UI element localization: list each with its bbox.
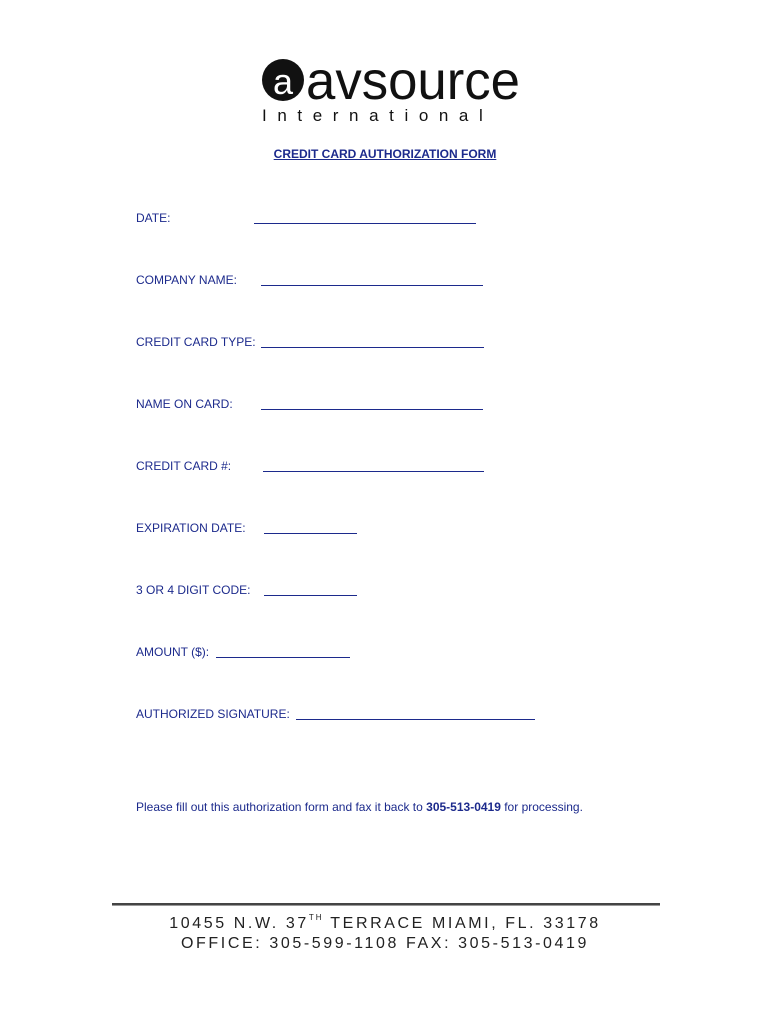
instructions-text-end: for processing. [500, 800, 583, 814]
fax-number: 305-513-0419 [426, 800, 501, 814]
card-number-label: CREDIT CARD #: [136, 459, 232, 473]
expiration-date-label: EXPIRATION DATE: [136, 521, 246, 535]
svg-text:a: a [272, 61, 294, 102]
date-input-line[interactable] [254, 223, 476, 224]
amount-input-line[interactable] [216, 657, 350, 658]
card-type-label: CREDIT CARD TYPE: [136, 335, 256, 349]
company-logo [262, 52, 522, 130]
date-label: DATE: [136, 211, 171, 225]
security-code-label: 3 OR 4 DIGIT CODE: [136, 583, 251, 597]
footer-contact: OFFICE: 305-599-1108 FAX: 305-513-0419 [180, 935, 590, 952]
expiration-date-input-line[interactable] [264, 533, 357, 534]
company-name-input-line[interactable] [261, 285, 483, 286]
name-on-card-label: NAME ON CARD: [136, 397, 233, 411]
instructions-text-start: Please fill out this authorization form and fax it back to [136, 800, 427, 814]
name-on-card-input-line[interactable] [261, 409, 483, 410]
avsource-logo-mark [262, 52, 522, 112]
footer-address [0, 915, 770, 933]
footer-divider [112, 903, 660, 906]
authorized-signature-label: AUTHORIZED SIGNATURE: [136, 707, 290, 721]
instructions-text [136, 800, 583, 814]
address-city: TERRACE MIAMI, FL. 33178 [323, 915, 601, 932]
signature-input-line[interactable] [296, 719, 535, 720]
card-type-input-line[interactable] [261, 347, 484, 348]
form-title: CREDIT CARD AUTHORIZATION FORM [273, 147, 497, 161]
company-name-label: COMPANY NAME: [136, 273, 237, 287]
security-code-input-line[interactable] [264, 595, 357, 596]
address-ordinal: TH [308, 913, 324, 922]
logo-wordmark: avsource [306, 52, 520, 111]
logo-subtitle: International [262, 106, 494, 125]
amount-label: AMOUNT ($): [136, 645, 210, 659]
address-street: 10455 N.W. 37 [169, 915, 309, 932]
card-number-input-line[interactable] [263, 471, 484, 472]
